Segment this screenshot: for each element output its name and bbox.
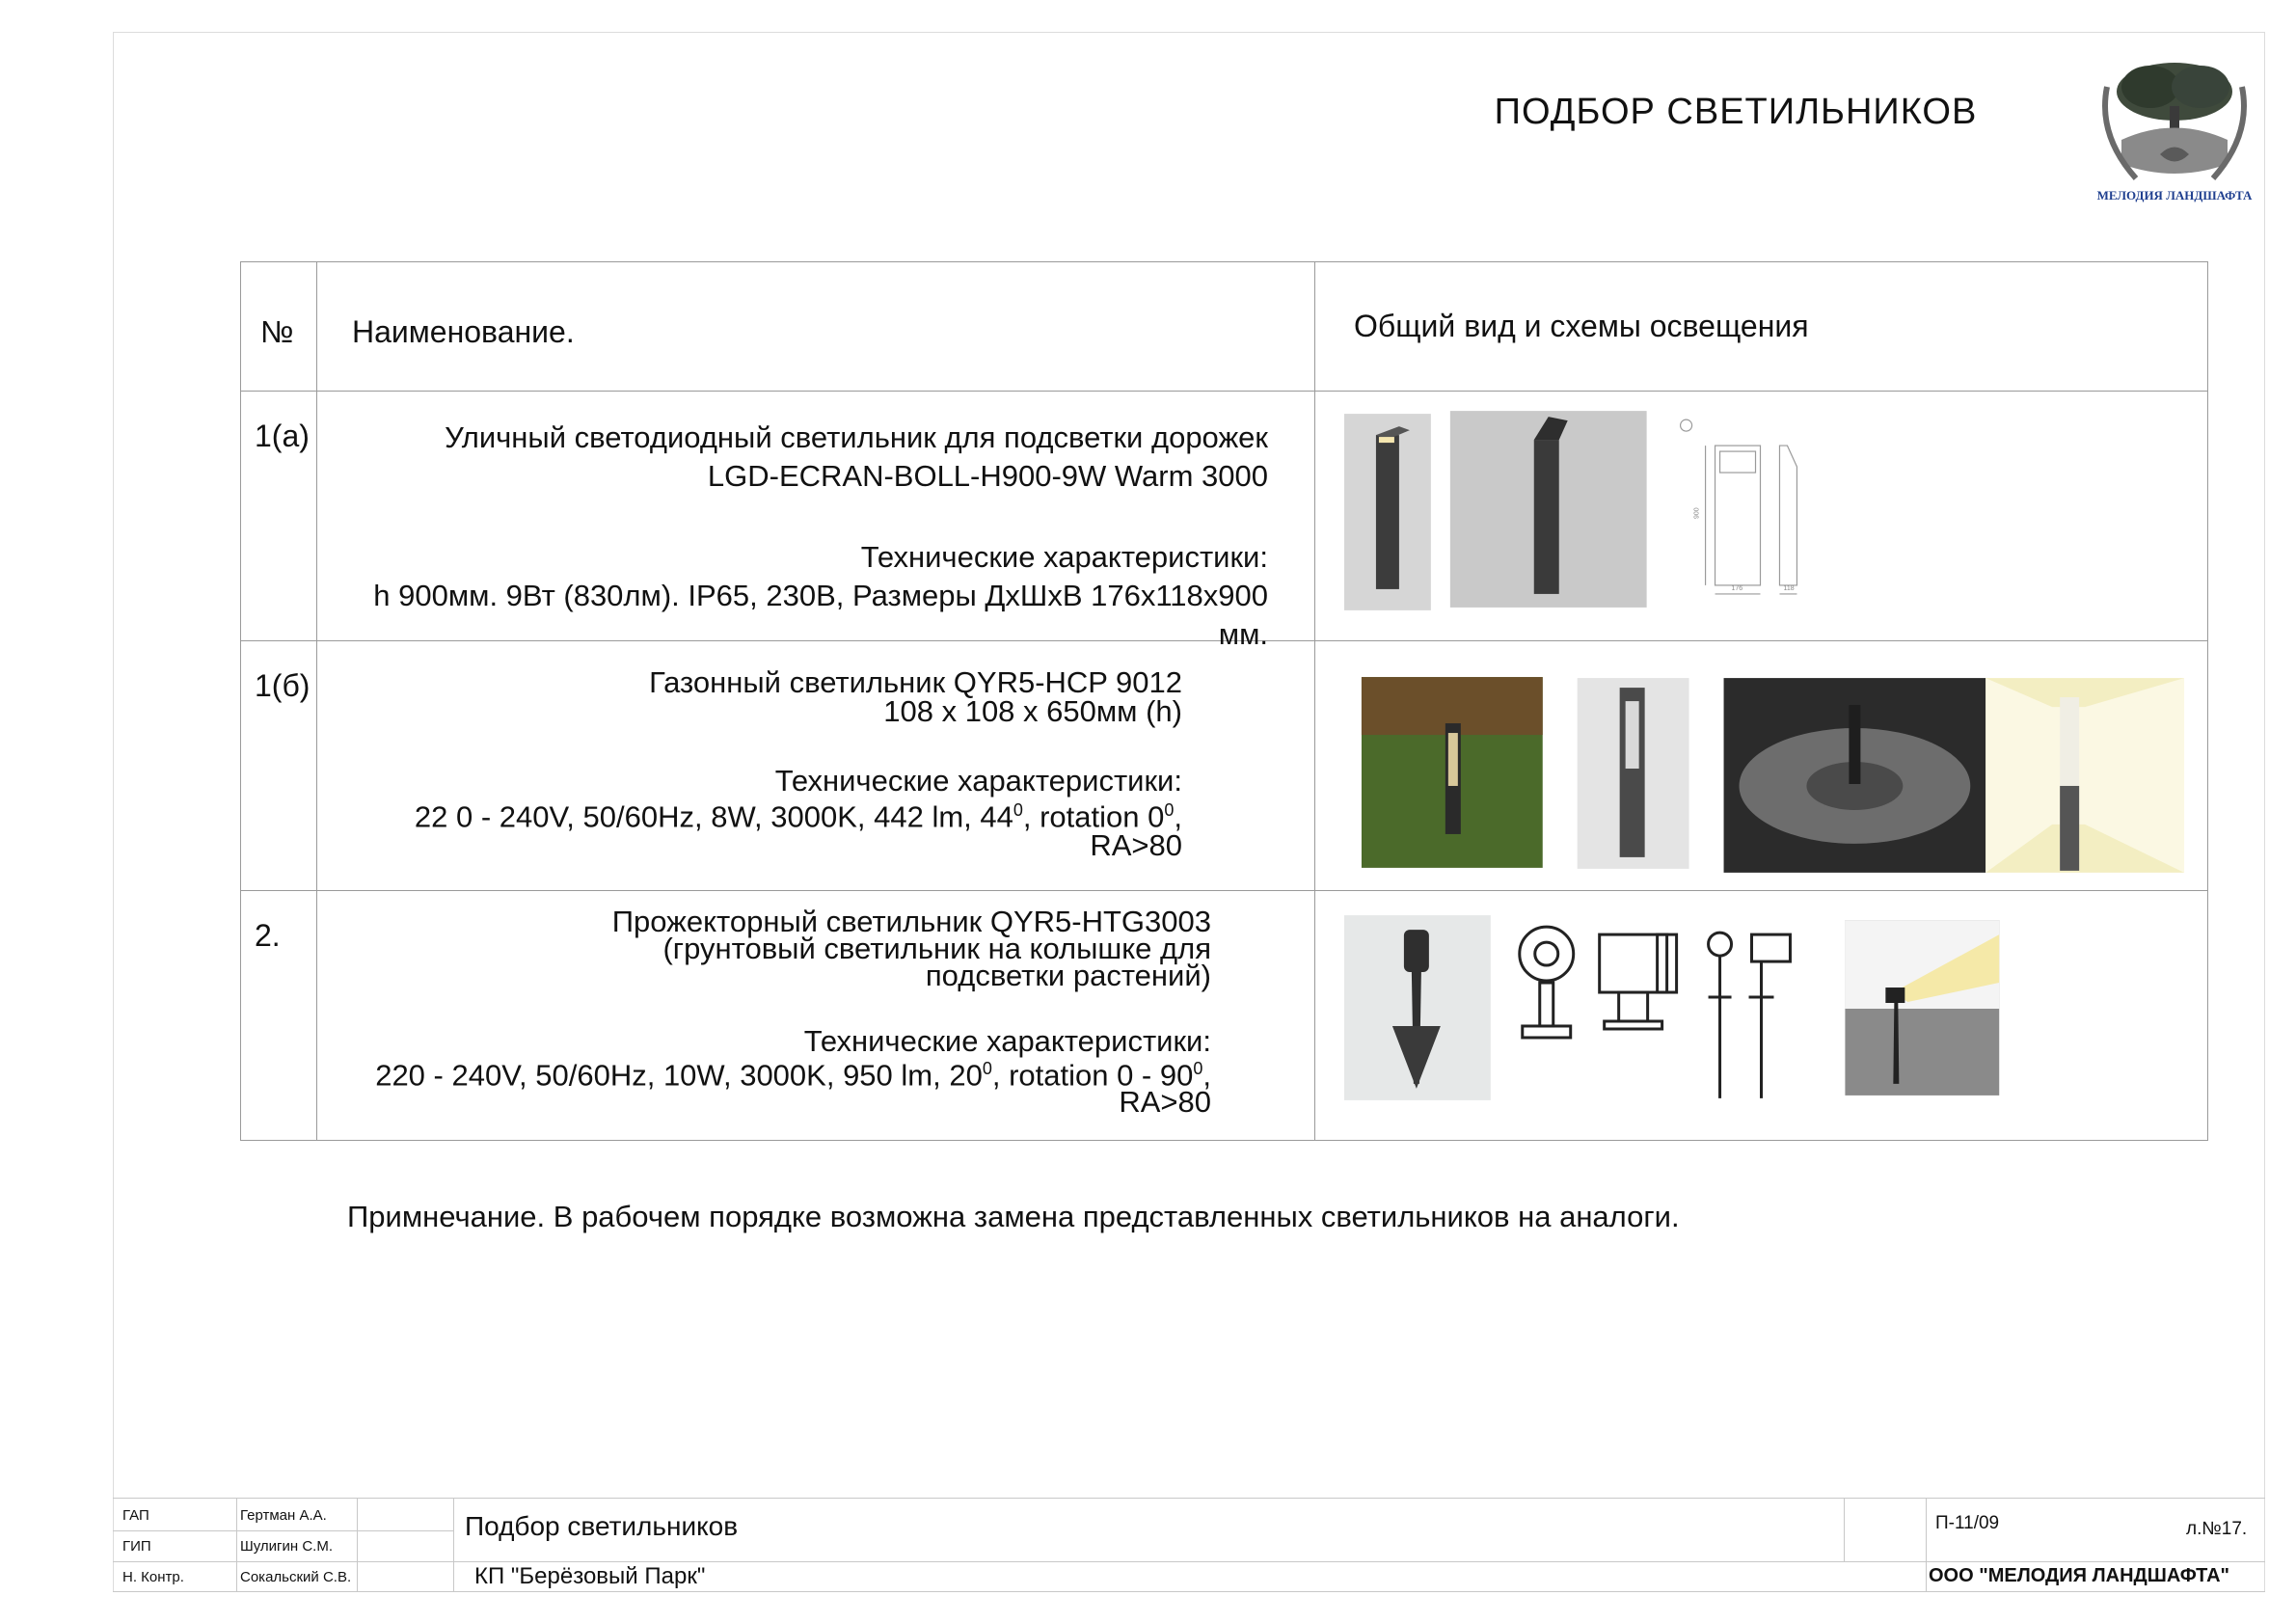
- header-num-cell: [241, 262, 317, 392]
- row-number: 1(а): [255, 419, 310, 453]
- bollard-dimension-drawing: [1681, 419, 1797, 594]
- stamp-role: Н. Контр.: [122, 1569, 184, 1585]
- project-name: КП "Берёзовый Парк": [474, 1563, 706, 1589]
- item-name: Газонный светильник QYR5-HCP 9012: [649, 665, 1182, 699]
- table-row: [241, 392, 2208, 641]
- header-name-cell: [317, 262, 1315, 392]
- table-row: [241, 891, 2208, 1141]
- drawing-code: П-11/09: [1935, 1513, 2000, 1533]
- sheet-title: Подбор светильников: [465, 1511, 739, 1541]
- bollard-images: [1315, 392, 2207, 640]
- item-name: Прожекторный светильник QYR5-HTG3003: [611, 905, 1211, 938]
- table-row: [241, 641, 2208, 891]
- spec-heading: Технические характеристики:: [803, 1024, 1211, 1058]
- stamp-role: ГИП: [122, 1538, 151, 1555]
- header-view-cell: [1315, 262, 2208, 392]
- item-purpose: подсветки растений): [925, 959, 1211, 992]
- header-view: Общий вид и схемы освещения: [1354, 309, 1809, 343]
- row-number: 1(б): [255, 668, 311, 703]
- row-number: 2.: [255, 918, 281, 953]
- stamp-person: Гертман А.А.: [240, 1507, 327, 1524]
- dim-width: 176: [1731, 584, 1743, 592]
- item-size: 108 x 108 x 650мм (h): [883, 694, 1182, 728]
- header-name: Наименование.: [352, 314, 575, 349]
- item-type: (грунтовый светильник на колышке для: [662, 932, 1211, 965]
- stamp-person: Шулигин С.М.: [240, 1538, 334, 1555]
- item-name: Уличный светодиодный светильник для подсветки дорожек: [445, 420, 1268, 454]
- spec-values: 220 - 240V, 50/60Hz, 10W, 3000K, 950 lm, $20^0$, rotation $0 - 90^0$, RA>80: [375, 1058, 1211, 1120]
- row-description: [317, 665, 1182, 863]
- lawn-light-images: [1315, 641, 2207, 890]
- spec-values-cont: мм.: [1218, 617, 1268, 651]
- header-num: №: [260, 314, 294, 349]
- spec-values: 22 0 - 240V, 50/60Hz, 8W, 3000K, 442 lm, $44^0$, rotation $0^0$, RA>80: [414, 799, 1182, 863]
- luminaire-table: [240, 261, 2208, 1141]
- dim-height: 900: [1693, 507, 1701, 519]
- sheet-number: л.№17.: [2186, 1519, 2248, 1539]
- logo-caption: МЕЛОДИЯ ЛАНДШАФТА: [2096, 188, 2253, 203]
- dim-depth: 118: [1783, 584, 1795, 592]
- page-title: ПОДБОР СВЕТИЛЬНИКОВ: [1494, 92, 1978, 132]
- spec-heading: Технические характеристики:: [774, 764, 1182, 798]
- replacement-note: Примнечание. В рабочем порядке возможна замена представленных светильников на аналоги.: [347, 1200, 1680, 1233]
- company-name: ООО "МЕЛОДИЯ ЛАНДШАФТА": [1929, 1565, 2229, 1586]
- spec-values: h 900мм. 9Вт (830лм). IP65, 230В, Размеры ДхШхВ 176х118х900: [373, 579, 1268, 612]
- spec-heading: Технические характеристики:: [860, 540, 1268, 574]
- stamp-role: ГАП: [122, 1507, 149, 1524]
- title-block: [113, 1498, 2265, 1592]
- spotlight-drawings: [1520, 927, 1791, 1098]
- row-description: [317, 905, 1211, 1120]
- item-model: LGD-ECRAN-BOLL-H900-9W Warm 3000: [707, 459, 1268, 493]
- row-description: [373, 419, 1268, 654]
- table-header-row: [241, 262, 2208, 392]
- spotlight-images: [1315, 891, 2207, 1140]
- stamp-person: Сокальский С.В.: [240, 1569, 352, 1585]
